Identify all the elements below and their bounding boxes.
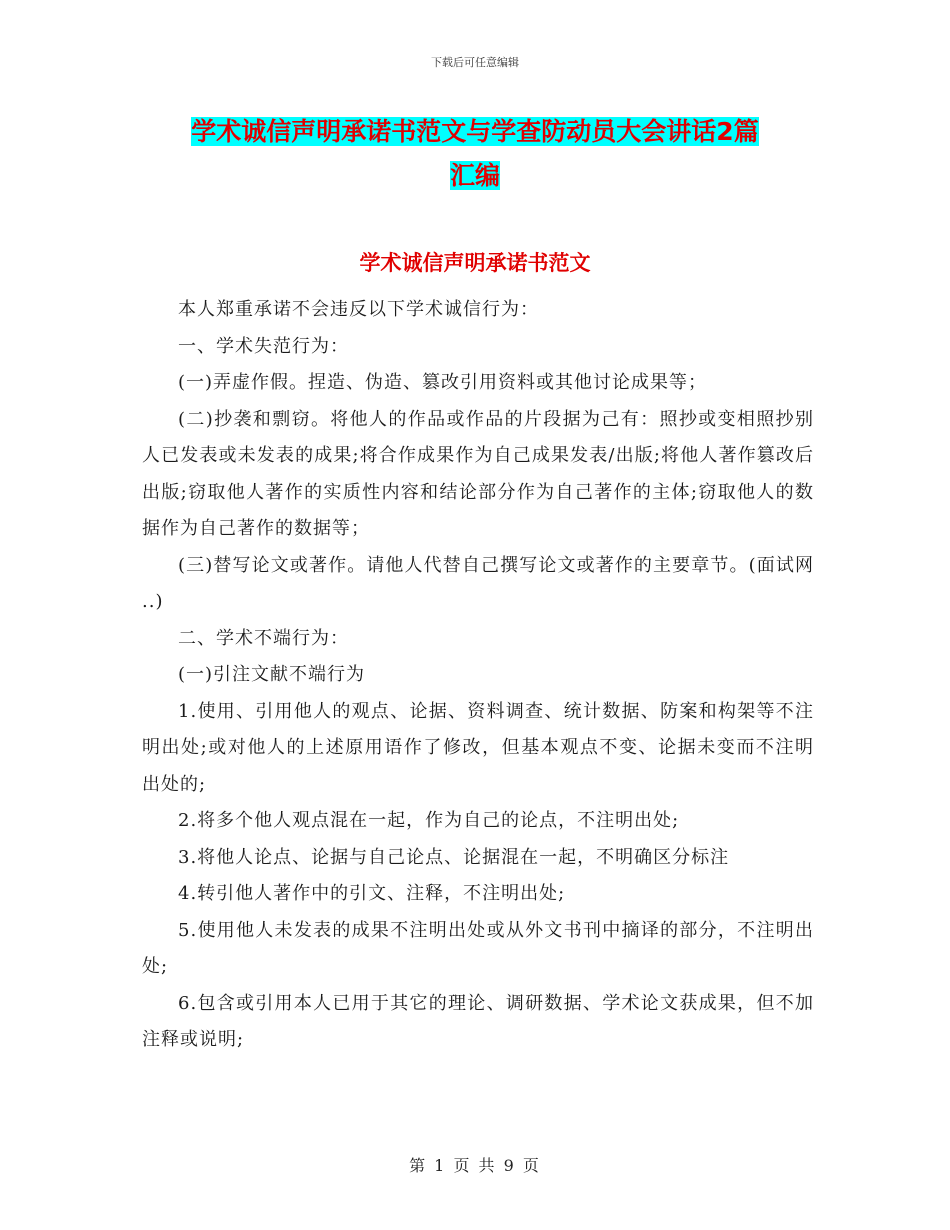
document-body	[142, 292, 814, 1059]
document-title-line-1: 学术诚信声明承诺书范文与学查防动员大会讲话2篇	[191, 117, 759, 146]
document-title-line-2: 汇编	[449, 161, 500, 190]
paragraph: (二)抄袭和剽窃。将他人的作品或作品的片段据为己有：照抄或变相照抄别人已发表或未发表的成果;将合作成果作为自己成果发表/出版;将他人著作篡改后出版;窃取他人著作的实质性内容和结论部分作为自己著作的主体;窃取他人的数据作为自己著作的数据等；	[142, 408, 814, 539]
paragraph: 本人郑重承诺不会违反以下学术诚信行为：	[178, 299, 539, 320]
paragraph: (一)弄虚作假。捏造、伪造、篡改引用资料或其他讨论成果等；	[178, 372, 708, 393]
paragraph: 1.使用、引用他人的观点、论据、资料调查、统计数据、防案和构架等不注明出处;或对他人的上述原用语作了修改，但基本观点不变、论据未变而不注明出处的;	[142, 700, 814, 795]
paragraph: 二、学术不端行为：	[178, 627, 349, 649]
paragraph: 2.将多个他人观点混在一起，作为自己的论点，不注明出处;	[178, 810, 680, 831]
paragraph: 3.将他人论点、论据与自己论点、论据混在一起，不明确区分标注	[178, 846, 730, 868]
paragraph: 4.转引他人著作中的引文、注释，不注明出处;	[178, 883, 566, 904]
paragraph: (三)替写论文或著作。请他人代替自己撰写论文或著作的主要章节。(面试网 ..)	[142, 554, 814, 612]
page-number-footer: 第 1 页 共 9 页	[409, 1156, 541, 1175]
section-title: 学术诚信声明承诺书范文	[359, 251, 591, 275]
header-note: 下载后可任意编辑	[431, 56, 519, 69]
paragraph: 5.使用他人未发表的成果不注明出处或从外文书刊中摘译的部分，不注明出处;	[142, 919, 814, 977]
paragraph: (一)引注文献不端行为	[178, 664, 366, 685]
paragraph: 一、学术失范行为：	[178, 335, 349, 357]
paragraph: 6.包含或引用本人已用于其它的理论、调研数据、学术论文获成果，但不加注释或说明;	[142, 992, 814, 1050]
document-title	[140, 110, 810, 198]
